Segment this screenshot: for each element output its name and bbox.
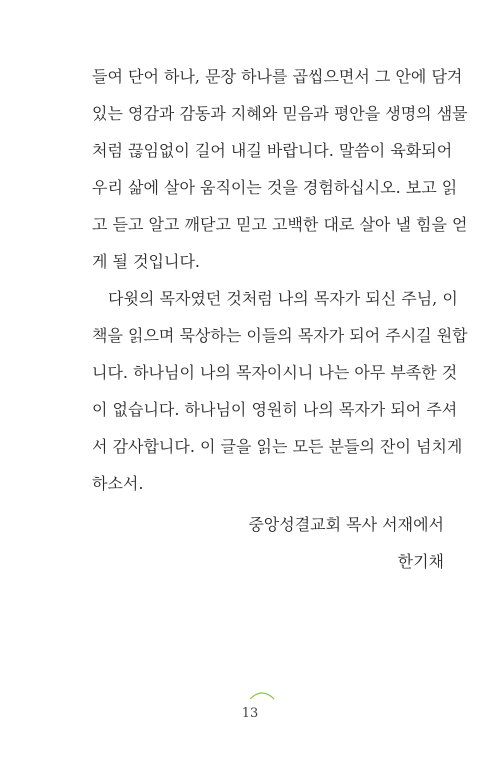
text-line: 하소서. xyxy=(92,474,144,493)
text-line: 이 없습니다. 하나님이 영원히 나의 목자가 되어 주셔 xyxy=(92,400,458,419)
text-line: 처럼 끊임없이 길어 내길 바랍니다. 말씀이 육화되어 xyxy=(92,141,453,160)
text-line: 있는 영감과 감동과 지혜와 믿음과 평안을 생명의 샘물 xyxy=(92,104,468,123)
paragraph-1 xyxy=(92,58,468,280)
text-line: 게 될 것입니다. xyxy=(92,252,200,271)
text-line: 서 감사합니다. 이 글을 읽는 모든 분들의 잔이 넘치게 xyxy=(92,437,463,456)
signature-place: 중앙성결교회 목사 서재에서 xyxy=(248,515,444,534)
paragraph-2 xyxy=(92,280,468,502)
page-ornament-icon xyxy=(249,689,275,701)
body-text xyxy=(92,58,468,502)
text-line: 고 듣고 알고 깨닫고 믿고 고백한 대로 살아 낼 힘을 얻 xyxy=(92,215,468,234)
signature-author: 한기채 xyxy=(397,552,444,571)
text-line: 들여 단어 하나, 문장 하나를 곱씹으면서 그 안에 담겨 xyxy=(92,67,463,86)
text-line: 우리 삶에 살아 움직이는 것을 경험하십시오. 보고 읽 xyxy=(92,178,458,197)
signature-block xyxy=(248,506,444,580)
text-line: 니다. 하나님이 나의 목자이시니 나는 아무 부족한 것 xyxy=(92,363,458,382)
text-line: 책을 읽으며 묵상하는 이들의 목자가 되어 주시길 원합 xyxy=(92,326,468,345)
text-line: 다윗의 목자였던 것처럼 나의 목자가 되신 주님, 이 xyxy=(108,289,458,308)
page-number: 13 xyxy=(241,706,259,721)
